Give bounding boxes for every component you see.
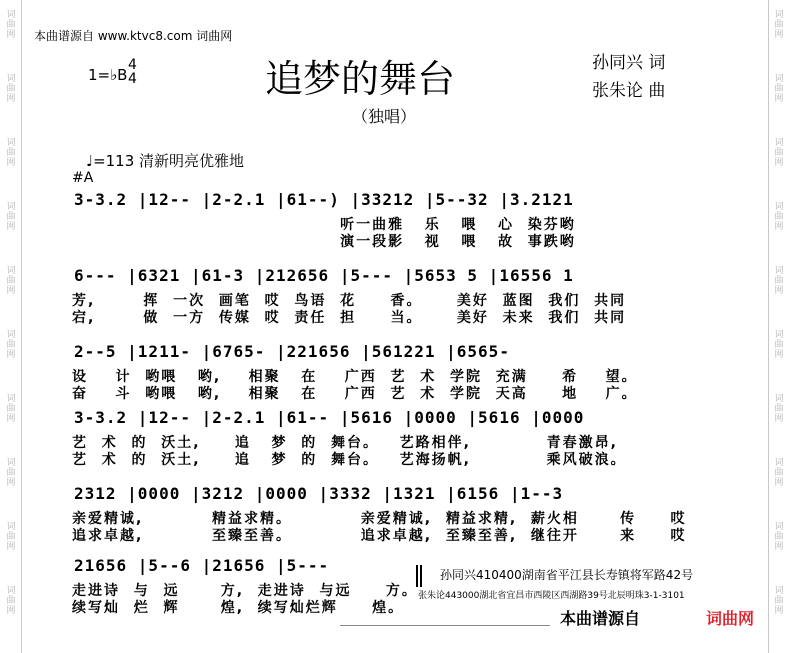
watermark-text: 词 曲 网	[6, 458, 16, 488]
watermark-text: 词 曲 网	[774, 74, 784, 104]
song-title: 追梦的舞台	[265, 57, 456, 101]
source-line: 本曲谱源自 www.ktvc8.com 词曲网	[34, 29, 233, 43]
footer-rule	[340, 625, 550, 626]
lyric-line: 演一段影 视 喂 故 事跌哟	[72, 234, 576, 250]
notation-line: 2312 |0000 |3212 |0000 |3332 |1321 |6156 |1--3	[74, 484, 564, 503]
lyric-line: 艺 术 的 沃土, 追 梦 的 舞台。 艺路相伴, 青春激昂,	[72, 435, 618, 451]
source-badge: 本曲谱源自	[560, 609, 641, 628]
site-badge: 词曲网	[706, 609, 755, 628]
lyric-line: 走进诗 与 远 方, 走进诗 与远 方。	[72, 583, 418, 599]
watermark-text: 词 曲 网	[6, 138, 16, 168]
notation-line: 3-3.2 |12-- |2-2.1 |61--) |33212 |5--32 |3.2121	[74, 190, 574, 209]
watermark-text: 词 曲 网	[774, 10, 784, 40]
lyric-line: 亲爱精诚, 精益求精。 亲爱精诚, 精益求精, 薪火相 传 哎	[72, 511, 687, 527]
lyric-line: 芳, 挥 一次 画笔 哎 鸟语 花 香。 美好 蓝图 我们 共同	[72, 293, 627, 309]
watermark-text: 词 曲 网	[6, 74, 16, 104]
watermark-text: 词 曲 网	[774, 202, 784, 232]
lyric-line: 追求卓越, 至臻至善。 追求卓越, 至臻至善, 继往开 来 哎	[72, 528, 687, 544]
watermark-text: 词 曲 网	[6, 586, 16, 616]
notation-line: 2--5 |1211- |6765- |221656 |561221 |6565-	[74, 342, 510, 361]
lyric-line: 宕, 做 一方 传媒 哎 责任 担 当。 美好 未来 我们 共同	[72, 310, 627, 326]
watermark-text: 词 曲 网	[6, 522, 16, 552]
watermark-text: 词 曲 网	[6, 10, 16, 40]
key-signature: 1=♭B	[88, 66, 128, 84]
section-marker: #A	[72, 170, 94, 186]
composer-address: 张朱论443000湖北省宜昌市西陵区西湖路39号北辰明珠3-1-3101	[418, 591, 685, 601]
watermark-text: 词 曲 网	[774, 138, 784, 168]
watermark-text: 词 曲 网	[6, 330, 16, 360]
watermark-text: 词 曲 网	[774, 330, 784, 360]
lyric-line: 艺 术 的 沃土, 追 梦 的 舞台。 艺海扬帆, 乘风破浪。	[72, 452, 627, 468]
lyric-line: 续写灿 烂 辉 煌, 续写灿烂辉 煌。	[72, 600, 405, 616]
watermark-text: 词 曲 网	[774, 266, 784, 296]
lyricist-credit: 孙同兴 词	[592, 53, 666, 73]
lyricist-address: 孙同兴410400湖南省平江县长寿镇将军路42号	[440, 568, 694, 582]
tempo-marking: ♩=113 清新明亮优雅地	[86, 152, 245, 170]
watermark-text: 词 曲 网	[6, 202, 16, 232]
song-subtitle: （独唱）	[352, 107, 417, 126]
notation-line: 6--- |6321 |61-3 |212656 |5--- |5653 5 |16556 1	[74, 266, 574, 285]
watermark-text: 词 曲 网	[6, 394, 16, 424]
composer-credit: 张朱论 曲	[592, 81, 666, 101]
lyric-line: 听一曲雅 乐 喂 心 染芬哟	[72, 217, 576, 233]
watermark-text: 词 曲 网	[774, 458, 784, 488]
time-signature-top: 4	[128, 57, 137, 73]
time-signature	[128, 58, 137, 86]
notation-line: 3-3.2 |12-- |2-2.1 |61-- |5616 |0000 |5616 |0000	[74, 408, 585, 427]
watermark-text: 词 曲 网	[774, 394, 784, 424]
lyric-line: 奋 斗 哟喂 哟, 相聚 在 广西 艺 术 学院 天高 地 广。	[72, 386, 638, 402]
final-double-barline	[416, 565, 422, 587]
watermark-text: 词 曲 网	[774, 586, 784, 616]
watermark-text: 词 曲 网	[774, 522, 784, 552]
time-signature-bottom: 4	[128, 71, 137, 87]
notation-line: 21656 |5--6 |21656 |5---	[74, 556, 330, 575]
watermark-text: 词 曲 网	[6, 266, 16, 296]
lyric-line: 设 计 哟喂 哟, 相聚 在 广西 艺 术 学院 充满 希 望。	[72, 369, 638, 385]
